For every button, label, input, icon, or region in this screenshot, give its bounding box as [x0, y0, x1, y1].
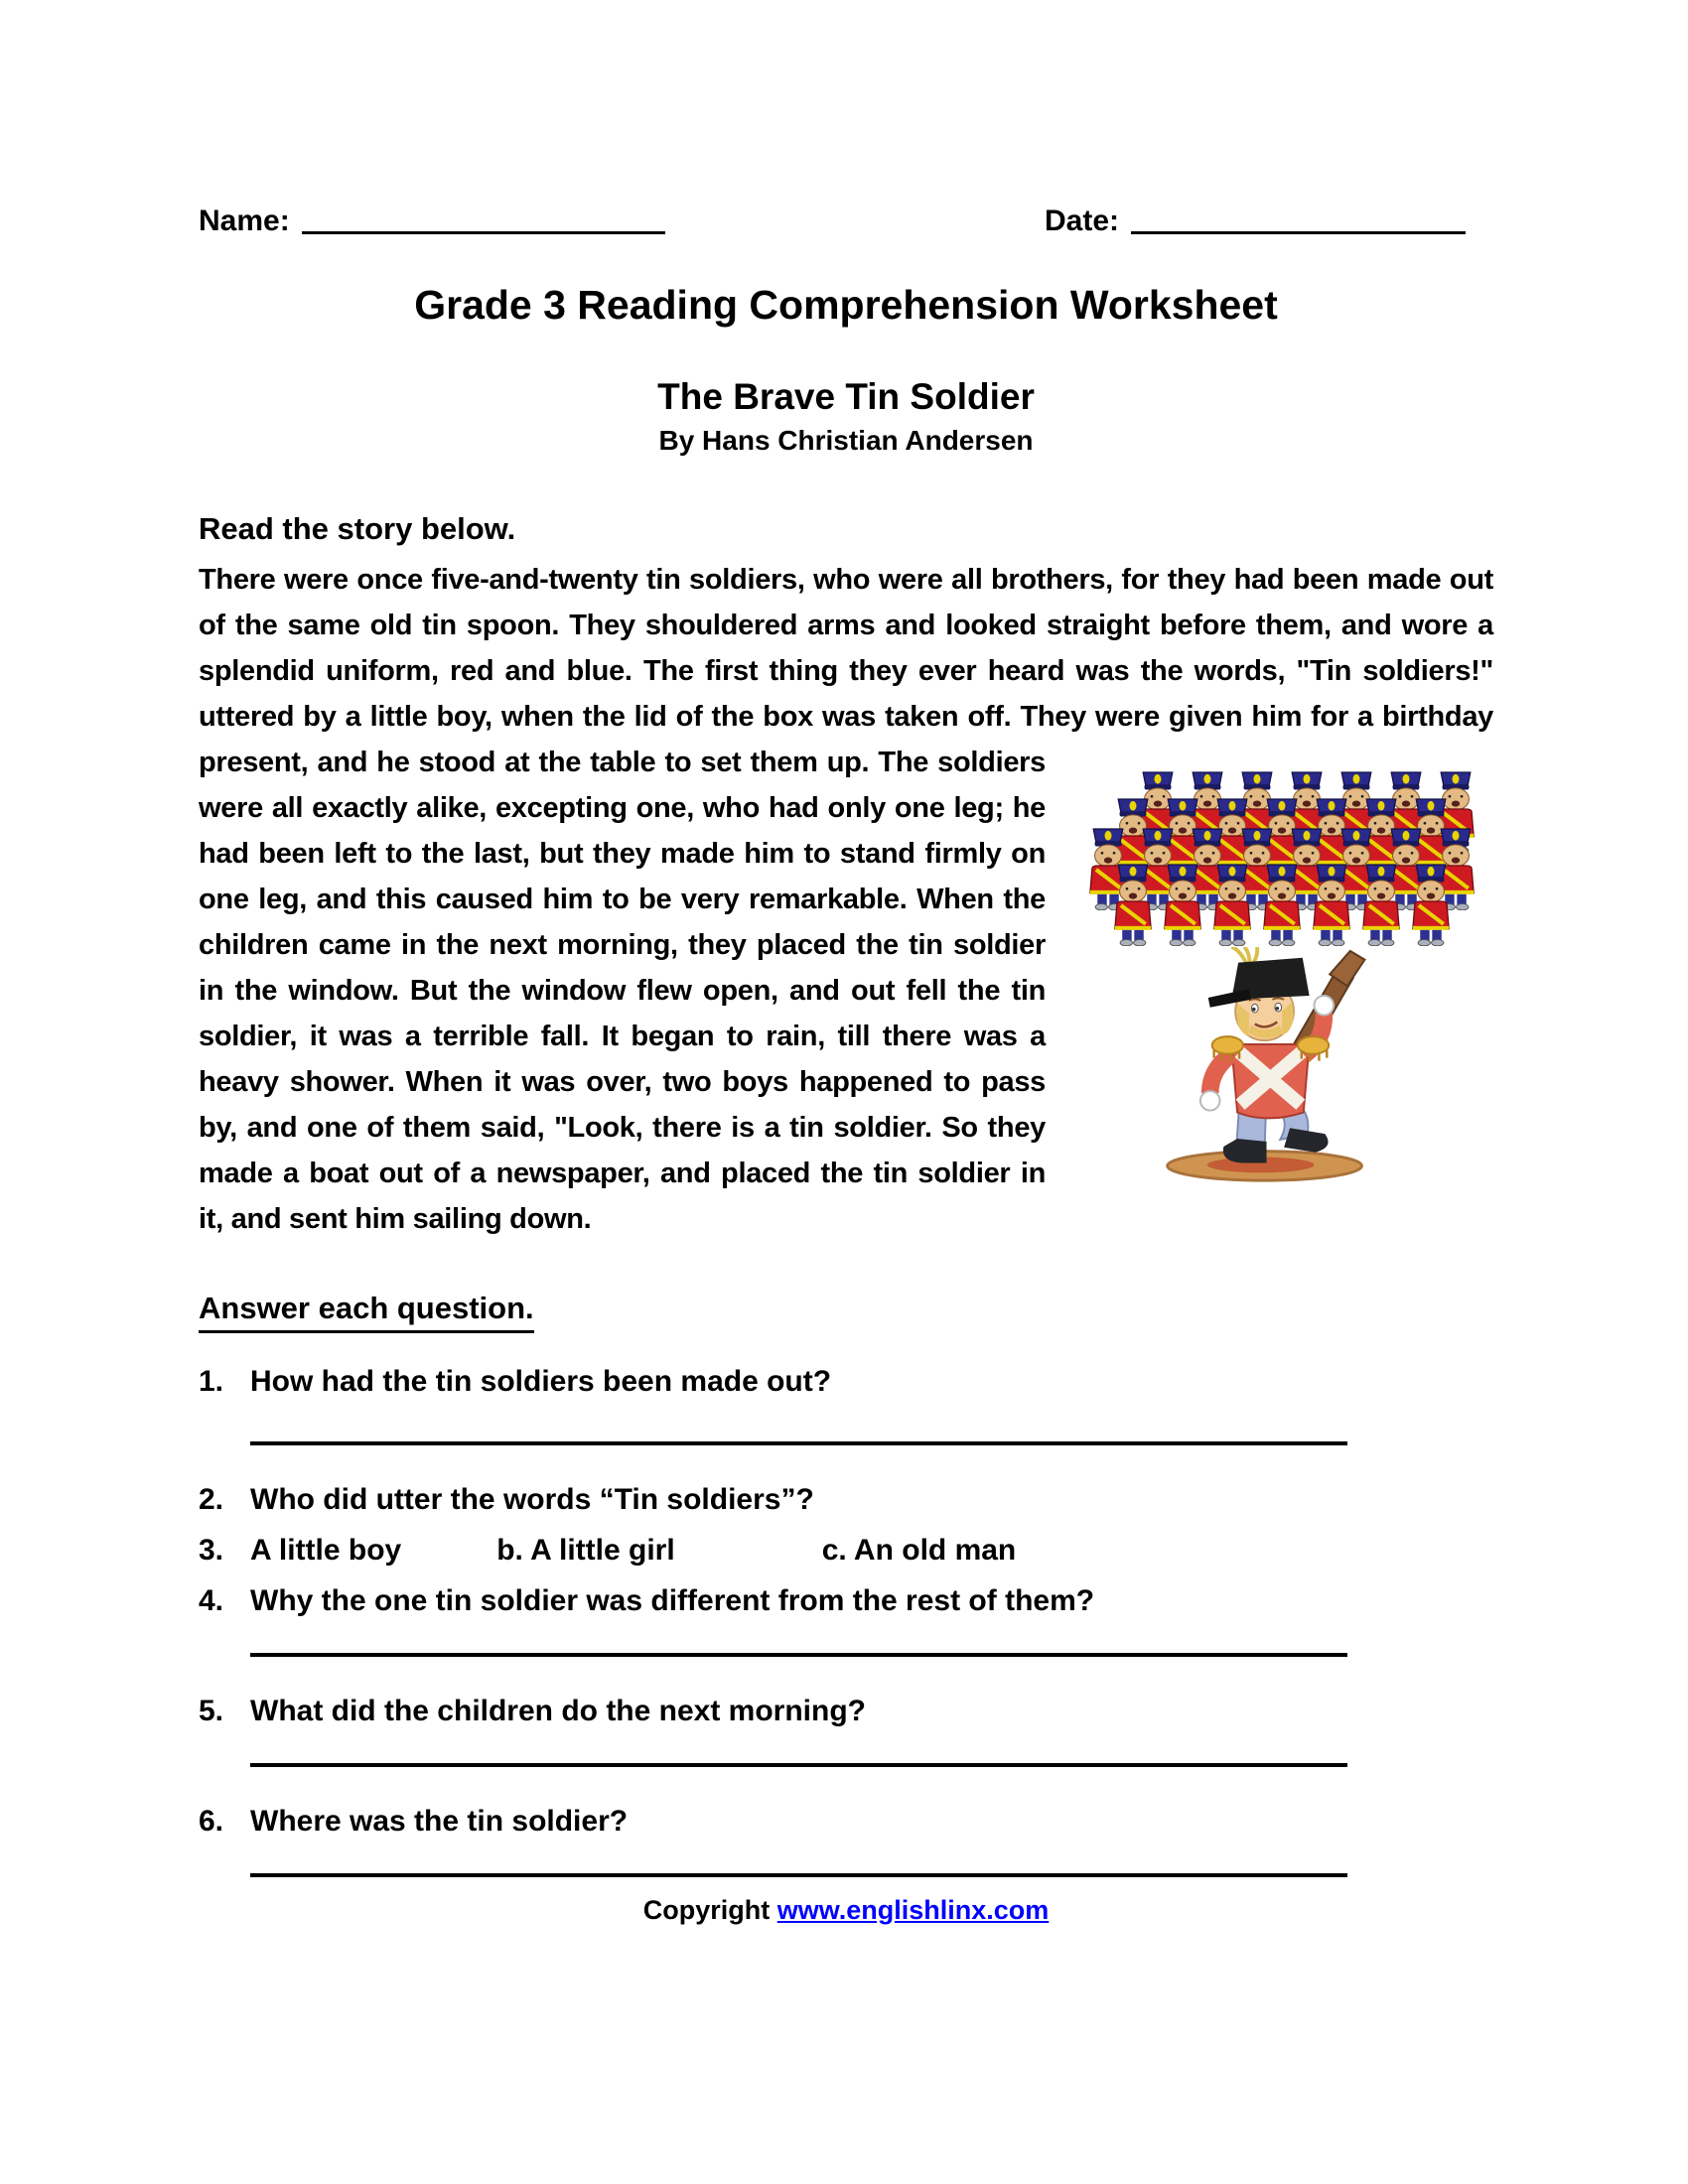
question-1 [199, 1363, 1493, 1400]
question-3 [199, 1532, 1493, 1569]
worksheet-content [199, 204, 1493, 1927]
question-4-text: Why the one tin soldier was different from the rest of them? [250, 1584, 1095, 1617]
name-blank-line [302, 204, 665, 234]
question-1-text: How had the tin soldiers been made out? [250, 1365, 832, 1398]
copyright-label: Copyright [642, 1895, 771, 1925]
answer-heading: Answer each question. [199, 1290, 1493, 1333]
story-text-part1: There were once five-and-twenty tin soldiers, who were all brothers, for they had been made out of the same old tin spoon. They shouldered arms and looked straight before them, and wore a splendid uniform, red and blue. The first thing they ever heard was the words, "Tin soldiers!" uttered by a little boy, when the lid of the box was taken off. They were given him for a birthday [199, 564, 1493, 733]
answer-line-5 [250, 1763, 1347, 1767]
read-instruction: Read the story below. [199, 511, 516, 546]
story-paragraph [199, 557, 1493, 1242]
question-2-text: Who did utter the words “Tin soldiers”? [250, 1483, 814, 1516]
header-row [199, 204, 1493, 239]
question-4-number: 4. [199, 1584, 224, 1617]
page-title: Grade 3 Reading Comprehension Worksheet [414, 282, 1278, 328]
date-blank-line [1131, 204, 1466, 234]
answer-line-6 [250, 1873, 1347, 1877]
question-1-number: 1. [199, 1365, 224, 1398]
question-3-options [250, 1532, 1493, 1569]
tin-soldier-icon [1146, 947, 1389, 1185]
date-field [1045, 204, 1466, 239]
story-title: The Brave Tin Soldier [657, 376, 1035, 417]
question-4 [199, 1582, 1493, 1619]
question-3-option-a: A little boy [250, 1534, 402, 1567]
question-3-option-c: c. An old man [821, 1534, 1017, 1567]
englishlinx-link[interactable]: www.englishlinx.com [776, 1895, 1050, 1925]
name-field [199, 204, 665, 239]
footer [199, 1893, 1493, 1927]
question-3-option-b: b. A little girl [496, 1534, 675, 1567]
question-5-number: 5. [199, 1695, 224, 1727]
question-2 [199, 1481, 1493, 1518]
answer-line-1 [250, 1441, 1347, 1445]
tin-soldier-illustration [1061, 744, 1493, 1195]
question-5 [199, 1693, 1493, 1729]
answer-line-4 [250, 1653, 1347, 1657]
date-label: Date: [1045, 205, 1120, 237]
tin-soldiers-group-icon [1076, 768, 1493, 957]
question-6 [199, 1803, 1493, 1840]
question-3-number: 3. [199, 1534, 224, 1567]
question-2-number: 2. [199, 1483, 224, 1516]
story-byline: By Hans Christian Andersen [658, 425, 1034, 456]
name-label: Name: [199, 205, 290, 237]
question-6-text: Where was the tin soldier? [250, 1805, 629, 1838]
story-text-part2: present, and he stood at the table to set them up. The soldiers were all exactly alike, excepting one, who had only one leg; he had been left to the last, but they made him to stand firmly on one leg, and this caused him to be very remarkable. When the children came in the next morning, they placed the tin soldier in the window. But the window flew open, and out fell the tin soldier, it was a terrible fall. It began to rain, till there was a heavy shower. When it was over, two boys happened to pass by, and one of them said, "Look, there is a tin soldier. So they made a boat out of a newspaper, and placed the tin soldier in it, and sent him sailing down. [199, 747, 1046, 1235]
question-6-number: 6. [199, 1805, 224, 1838]
question-5-text: What did the children do the next morning? [250, 1695, 866, 1727]
